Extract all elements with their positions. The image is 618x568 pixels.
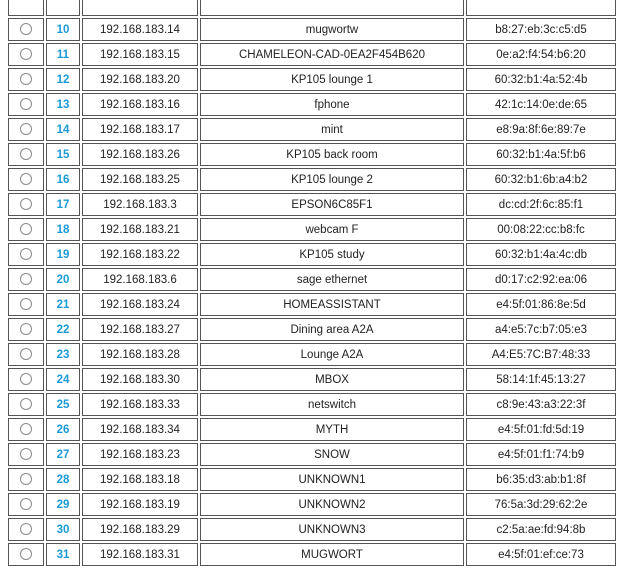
index-cell bbox=[46, 18, 80, 41]
table-row bbox=[8, 418, 616, 441]
mac-address-cell: 60:32:b1:4a:4c:db bbox=[466, 243, 616, 266]
index-cell bbox=[46, 268, 80, 291]
row-select-radio[interactable] bbox=[20, 473, 32, 485]
row-select-radio[interactable] bbox=[20, 23, 32, 35]
row-index-link[interactable]: 26 bbox=[56, 423, 70, 436]
index-cell bbox=[46, 193, 80, 216]
index-cell bbox=[46, 243, 80, 266]
table-row bbox=[8, 493, 616, 516]
index-cell bbox=[46, 468, 80, 491]
row-select-radio[interactable] bbox=[20, 73, 32, 85]
ip-address-cell: 192.168.183.27 bbox=[82, 318, 198, 341]
index-cell bbox=[46, 68, 80, 91]
select-cell bbox=[8, 168, 44, 191]
select-cell bbox=[8, 343, 44, 366]
row-select-radio[interactable] bbox=[20, 273, 32, 285]
select-cell bbox=[8, 93, 44, 116]
table-row bbox=[8, 343, 616, 366]
row-select-radio[interactable] bbox=[20, 298, 32, 310]
row-index-link[interactable]: 11 bbox=[56, 48, 70, 61]
select-cell bbox=[8, 243, 44, 266]
ip-address-cell: 192.168.183.28 bbox=[82, 343, 198, 366]
select-cell bbox=[8, 468, 44, 491]
ip-address-cell: 192.168.183.19 bbox=[82, 493, 198, 516]
device-name-cell: mint bbox=[200, 118, 464, 141]
table-cell bbox=[200, 0, 464, 16]
ip-address-cell: 192.168.183.17 bbox=[82, 118, 198, 141]
table-row bbox=[8, 68, 616, 91]
select-cell bbox=[8, 518, 44, 541]
index-cell bbox=[46, 368, 80, 391]
table-row bbox=[8, 318, 616, 341]
device-name-cell: KP105 back room bbox=[200, 143, 464, 166]
table-row bbox=[8, 443, 616, 466]
row-select-radio[interactable] bbox=[20, 173, 32, 185]
ip-address-cell: 192.168.183.6 bbox=[82, 268, 198, 291]
ip-address-cell: 192.168.183.29 bbox=[82, 518, 198, 541]
table-row bbox=[8, 168, 616, 191]
row-select-radio[interactable] bbox=[20, 223, 32, 235]
device-name-cell: HOMEASSISTANT bbox=[200, 293, 464, 316]
index-cell bbox=[46, 418, 80, 441]
table-row bbox=[8, 543, 616, 566]
table-row bbox=[8, 243, 616, 266]
table-row bbox=[8, 518, 616, 541]
row-index-link[interactable]: 18 bbox=[56, 223, 70, 236]
mac-address-cell: d0:17:c2:92:ea:06 bbox=[466, 268, 616, 291]
device-name-cell: Dining area A2A bbox=[200, 318, 464, 341]
row-index-link[interactable]: 14 bbox=[56, 123, 70, 136]
row-select-radio[interactable] bbox=[20, 98, 32, 110]
table-row bbox=[8, 393, 616, 416]
row-select-radio[interactable] bbox=[20, 198, 32, 210]
row-index-link[interactable]: 13 bbox=[56, 98, 70, 111]
mac-address-cell: c8:9e:43:a3:22:3f bbox=[466, 393, 616, 416]
row-select-radio[interactable] bbox=[20, 123, 32, 135]
mac-address-cell: e4:5f:01:ef:ce:73 bbox=[466, 543, 616, 566]
row-index-link[interactable]: 21 bbox=[56, 298, 70, 311]
device-name-cell: mugwortw bbox=[200, 18, 464, 41]
mac-address-cell: 00:08:22:cc:b8:fc bbox=[466, 218, 616, 241]
row-index-link[interactable]: 12 bbox=[56, 73, 70, 86]
row-index-link[interactable]: 31 bbox=[56, 548, 70, 561]
ip-address-cell: 192.168.183.14 bbox=[82, 18, 198, 41]
row-index-link[interactable]: 22 bbox=[56, 323, 70, 336]
ip-address-cell: 192.168.183.15 bbox=[82, 43, 198, 66]
ip-address-cell: 192.168.183.30 bbox=[82, 368, 198, 391]
row-select-radio[interactable] bbox=[20, 548, 32, 560]
row-select-radio[interactable] bbox=[20, 423, 32, 435]
row-index-link[interactable]: 29 bbox=[56, 498, 70, 511]
ip-address-cell: 192.168.183.23 bbox=[82, 443, 198, 466]
select-cell bbox=[8, 418, 44, 441]
row-index-link[interactable]: 28 bbox=[56, 473, 70, 486]
index-cell bbox=[46, 118, 80, 141]
device-name-cell: EPSON6C85F1 bbox=[200, 193, 464, 216]
table-row bbox=[8, 293, 616, 316]
mac-address-cell: e8:9a:8f:6e:89:7e bbox=[466, 118, 616, 141]
select-cell bbox=[8, 218, 44, 241]
select-cell bbox=[8, 443, 44, 466]
table-cell bbox=[466, 0, 616, 16]
mac-address-cell: 0e:a2:f4:54:b6:20 bbox=[466, 43, 616, 66]
row-select-radio[interactable] bbox=[20, 348, 32, 360]
table-row bbox=[8, 468, 616, 491]
row-select-radio[interactable] bbox=[20, 373, 32, 385]
device-name-cell: UNKNOWN2 bbox=[200, 493, 464, 516]
index-cell bbox=[46, 293, 80, 316]
index-cell bbox=[46, 218, 80, 241]
row-select-radio[interactable] bbox=[20, 148, 32, 160]
mac-address-cell: b8:27:eb:3c:c5:d5 bbox=[466, 18, 616, 41]
device-name-cell: KP105 lounge 2 bbox=[200, 168, 464, 191]
select-cell bbox=[8, 68, 44, 91]
mac-address-cell: b6:35:d3:ab:b1:8f bbox=[466, 468, 616, 491]
device-name-cell: netswitch bbox=[200, 393, 464, 416]
select-cell bbox=[8, 543, 44, 566]
device-name-cell: webcam F bbox=[200, 218, 464, 241]
row-index-link[interactable]: 15 bbox=[56, 148, 70, 161]
ip-address-cell: 192.168.183.3 bbox=[82, 193, 198, 216]
table-row bbox=[8, 193, 616, 216]
table-row bbox=[8, 218, 616, 241]
table-cell bbox=[46, 0, 80, 16]
dhcp-reservation-table bbox=[6, 0, 618, 568]
device-name-cell: KP105 lounge 1 bbox=[200, 68, 464, 91]
row-index-link[interactable]: 16 bbox=[56, 173, 70, 186]
select-cell bbox=[8, 393, 44, 416]
mac-address-cell: 76:5a:3d:29:62:2e bbox=[466, 493, 616, 516]
index-cell bbox=[46, 393, 80, 416]
row-index-link[interactable]: 20 bbox=[56, 273, 70, 286]
row-select-radio[interactable] bbox=[20, 398, 32, 410]
select-cell bbox=[8, 143, 44, 166]
device-name-cell: UNKNOWN1 bbox=[200, 468, 464, 491]
table-row bbox=[8, 368, 616, 391]
mac-address-cell: e4:5f:01:fd:5d:19 bbox=[466, 418, 616, 441]
mac-address-cell: 42:1c:14:0e:de:65 bbox=[466, 93, 616, 116]
device-name-cell: MYTH bbox=[200, 418, 464, 441]
ip-address-cell: 192.168.183.20 bbox=[82, 68, 198, 91]
table-row bbox=[8, 268, 616, 291]
index-cell bbox=[46, 143, 80, 166]
table-row bbox=[8, 18, 616, 41]
ip-address-cell: 192.168.183.21 bbox=[82, 218, 198, 241]
mac-address-cell: A4:E5:7C:B7:48:33 bbox=[466, 343, 616, 366]
mac-address-cell: e4:5f:01:f1:74:b9 bbox=[466, 443, 616, 466]
device-name-cell: MUGWORT bbox=[200, 543, 464, 566]
row-select-radio[interactable] bbox=[20, 48, 32, 60]
select-cell bbox=[8, 368, 44, 391]
table-row bbox=[8, 43, 616, 66]
mac-address-cell: c2:5a:ae:fd:94:8b bbox=[466, 518, 616, 541]
table-cell bbox=[82, 0, 198, 16]
select-cell bbox=[8, 18, 44, 41]
ip-address-cell: 192.168.183.31 bbox=[82, 543, 198, 566]
table-row-partial bbox=[8, 0, 616, 16]
row-index-link[interactable]: 24 bbox=[56, 373, 70, 386]
device-name-cell: fphone bbox=[200, 93, 464, 116]
index-cell bbox=[46, 518, 80, 541]
ip-address-cell: 192.168.183.24 bbox=[82, 293, 198, 316]
device-name-cell: MBOX bbox=[200, 368, 464, 391]
index-cell bbox=[46, 443, 80, 466]
row-select-radio[interactable] bbox=[20, 448, 32, 460]
mac-address-cell: 60:32:b1:4a:5f:b6 bbox=[466, 143, 616, 166]
device-name-cell: CHAMELEON-CAD-0EA2F454B620 bbox=[200, 43, 464, 66]
row-index-link[interactable]: 25 bbox=[56, 398, 70, 411]
device-name-cell: SNOW bbox=[200, 443, 464, 466]
mac-address-cell: dc:cd:2f:6c:85:f1 bbox=[466, 193, 616, 216]
ip-address-cell: 192.168.183.22 bbox=[82, 243, 198, 266]
row-select-radio[interactable] bbox=[20, 323, 32, 335]
index-cell bbox=[46, 318, 80, 341]
table-row bbox=[8, 143, 616, 166]
row-index-link[interactable]: 23 bbox=[56, 348, 70, 361]
mac-address-cell: e4:5f:01:86:8e:5d bbox=[466, 293, 616, 316]
select-cell bbox=[8, 268, 44, 291]
ip-address-cell: 192.168.183.25 bbox=[82, 168, 198, 191]
select-cell bbox=[8, 118, 44, 141]
device-name-cell: Lounge A2A bbox=[200, 343, 464, 366]
mac-address-cell: 60:32:b1:6b:a4:b2 bbox=[466, 168, 616, 191]
ip-address-cell: 192.168.183.16 bbox=[82, 93, 198, 116]
row-select-radio[interactable] bbox=[20, 523, 32, 535]
index-cell bbox=[46, 343, 80, 366]
select-cell bbox=[8, 318, 44, 341]
row-index-link[interactable]: 17 bbox=[56, 198, 70, 211]
index-cell bbox=[46, 168, 80, 191]
index-cell bbox=[46, 493, 80, 516]
table-cell bbox=[8, 0, 44, 16]
row-index-link[interactable]: 27 bbox=[56, 448, 70, 461]
index-cell bbox=[46, 43, 80, 66]
row-index-link[interactable]: 10 bbox=[56, 23, 70, 36]
mac-address-cell: 58:14:1f:45:13:27 bbox=[466, 368, 616, 391]
table-row bbox=[8, 118, 616, 141]
device-name-cell: UNKNOWN3 bbox=[200, 518, 464, 541]
dhcp-reservation-table-body bbox=[8, 0, 616, 566]
row-select-radio[interactable] bbox=[20, 498, 32, 510]
mac-address-cell: 60:32:b1:4a:52:4b bbox=[466, 68, 616, 91]
ip-address-cell: 192.168.183.33 bbox=[82, 393, 198, 416]
select-cell bbox=[8, 193, 44, 216]
mac-address-cell: a4:e5:7c:b7:05:e3 bbox=[466, 318, 616, 341]
select-cell bbox=[8, 493, 44, 516]
select-cell bbox=[8, 293, 44, 316]
row-index-link[interactable]: 19 bbox=[56, 248, 70, 261]
ip-address-cell: 192.168.183.18 bbox=[82, 468, 198, 491]
device-name-cell: sage ethernet bbox=[200, 268, 464, 291]
table-row bbox=[8, 93, 616, 116]
device-name-cell: KP105 study bbox=[200, 243, 464, 266]
ip-address-cell: 192.168.183.26 bbox=[82, 143, 198, 166]
row-select-radio[interactable] bbox=[20, 248, 32, 260]
index-cell bbox=[46, 93, 80, 116]
select-cell bbox=[8, 43, 44, 66]
row-index-link[interactable]: 30 bbox=[56, 523, 70, 536]
ip-address-cell: 192.168.183.34 bbox=[82, 418, 198, 441]
index-cell bbox=[46, 543, 80, 566]
